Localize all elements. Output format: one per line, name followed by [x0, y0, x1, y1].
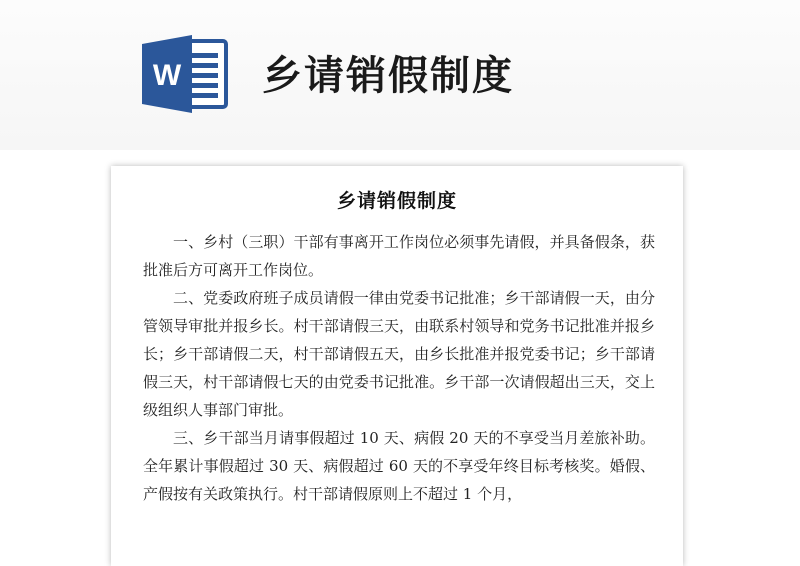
paragraph: 三、乡干部当月请事假超过 10 天、病假 20 天的不享受当月差旅补助。全年累计事假超过 30 天、病假超过 60 天的不享受年终目标考核奖。婚假、产假按有关政策执行。村干部请假原则上不超过 1 个月，	[143, 429, 655, 503]
document-title: 乡请销假制度	[336, 190, 457, 212]
document-body	[143, 228, 655, 508]
header-banner	[0, 0, 800, 150]
paragraph: 一、乡村（三职）干部有事离开工作岗位必须事先请假，并具备假条，获批准后方可离开工作岗位。	[143, 233, 655, 279]
page-title: 乡请销假制度	[262, 53, 514, 99]
paragraph: 二、党委政府班子成员请假一律由党委书记批准；乡干部请假一天，由分管领导审批并报乡长。村干部请假三天，由联系村领导和党务书记批准并报乡长；乡干部请假二天，村干部请假五天，由乡长批准并报党委书记；乡干部请假三天，村干部请假七天的由党委书记批准。乡干部一次请假超出三天，交上级组织人事部门审批。	[143, 289, 655, 419]
word-document-icon	[142, 35, 228, 113]
document-page	[111, 166, 683, 566]
word-icon-letter: W	[152, 59, 182, 92]
